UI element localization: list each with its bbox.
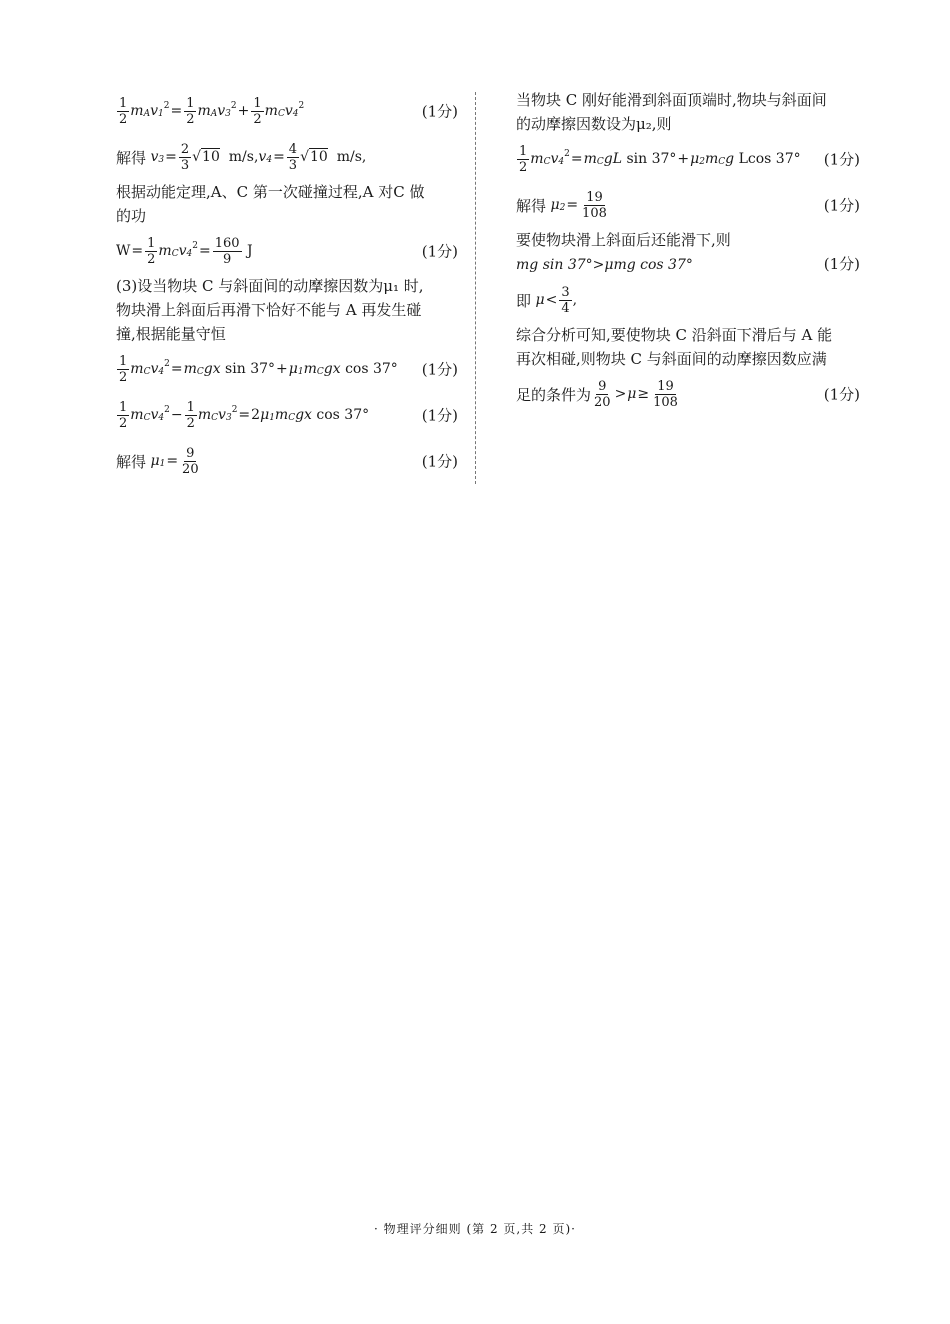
score-label: (1分)	[421, 452, 458, 471]
equation: v 3 = $\frac{2}{3}$ √10 m/s, v 4 = $\frac{4}{3}$ √10 m/s,	[146, 141, 367, 173]
text-line: 当物块 C 刚好能滑到斜面顶端时,物块与斜面间	[516, 91, 827, 109]
text: 解得	[116, 148, 147, 167]
equation: μ 2 = $\frac{19}{108}$	[546, 189, 607, 221]
equation: $\frac{1}{2}$ m A v 1 2 = $\frac{1}{2}$ m A v 3 2 + $\frac{1}{2}$ m C v 4 2	[119, 95, 305, 127]
score-label: (1分)	[421, 102, 458, 121]
right-column	[516, 88, 860, 417]
score-label: (1分)	[823, 255, 860, 273]
equation: $\frac{1}{2}$ m C v 4 2 = m C gx sin 37° + μ 1 m C gx cos 37°	[119, 353, 398, 385]
score-label: (1分)	[421, 406, 458, 425]
text-line: 综合分析可知,要使物块 C 沿斜面下滑后与 A 能	[516, 326, 833, 344]
eq-top	[516, 136, 860, 182]
equation: $\frac{9}{20}$ > μ ≥ $\frac{19}{108}$	[594, 378, 678, 410]
eq-energy-1	[116, 346, 458, 392]
left-column	[116, 88, 458, 484]
final-condition	[516, 371, 860, 417]
equation: $\frac{1}{2}$ m C v 4 2 − $\frac{1}{2}$ m C v 3 2 = 2 μ 1 m C gx cos 37°	[119, 399, 370, 431]
text-line: 的动摩擦因数设为μ₂,则	[516, 115, 672, 133]
equation: $\frac{1}{2}$ m C v 4 2 = m C gL sin 37° + μ 2 m C g Lcos 37°	[519, 143, 801, 175]
score-label: (1分)	[421, 242, 458, 261]
score-label: (1分)	[421, 360, 458, 379]
eq-momentum-energy	[116, 88, 458, 134]
text-line: 撞,根据能量守恒	[116, 325, 226, 343]
text-line: 再次相碰,则物块 C 与斜面间的动摩擦因数应满	[516, 350, 827, 368]
score-label: (1分)	[823, 385, 860, 404]
text-line: (3)设当物块 C 与斜面间的动摩擦因数为μ₁ 时,	[116, 277, 424, 295]
column-divider	[475, 92, 476, 484]
solve-mu1	[116, 438, 458, 484]
text: 即	[516, 291, 532, 310]
text-line: 物块滑上斜面后再滑下恰好不能与 A 再发生碰	[116, 301, 422, 319]
equation: W = $\frac{1}{2}$ m C v 4 2 = $\frac{160}{9}$ J	[116, 235, 253, 267]
solve-mu2	[516, 182, 860, 228]
text-line: 根据动能定理,A、C 第一次碰撞过程,A 对C 做	[116, 183, 425, 201]
ji-line	[516, 277, 860, 323]
score-label: (1分)	[823, 196, 860, 215]
ineq-line	[516, 252, 860, 277]
equation: μ < $\frac{3}{4}$ ,	[531, 284, 578, 316]
text: 足的条件为	[516, 385, 592, 404]
score-label: (1分)	[823, 150, 860, 169]
page-footer: · 物理评分细则 (第 2 页,共 2 页)·	[374, 1222, 576, 1236]
text: 解得	[116, 452, 147, 471]
text: 解得	[516, 196, 547, 215]
solve-v3-v4	[116, 134, 458, 180]
text-line: 的功	[116, 207, 147, 225]
equation: mg sin 37°>μmg cos 37°	[516, 257, 693, 273]
text-line: 要使物块滑上斜面后还能滑下,则	[516, 231, 731, 249]
equation: μ 1 = $\frac{9}{20}$	[146, 445, 199, 477]
eq-work	[116, 228, 458, 274]
eq-energy-2	[116, 392, 458, 438]
